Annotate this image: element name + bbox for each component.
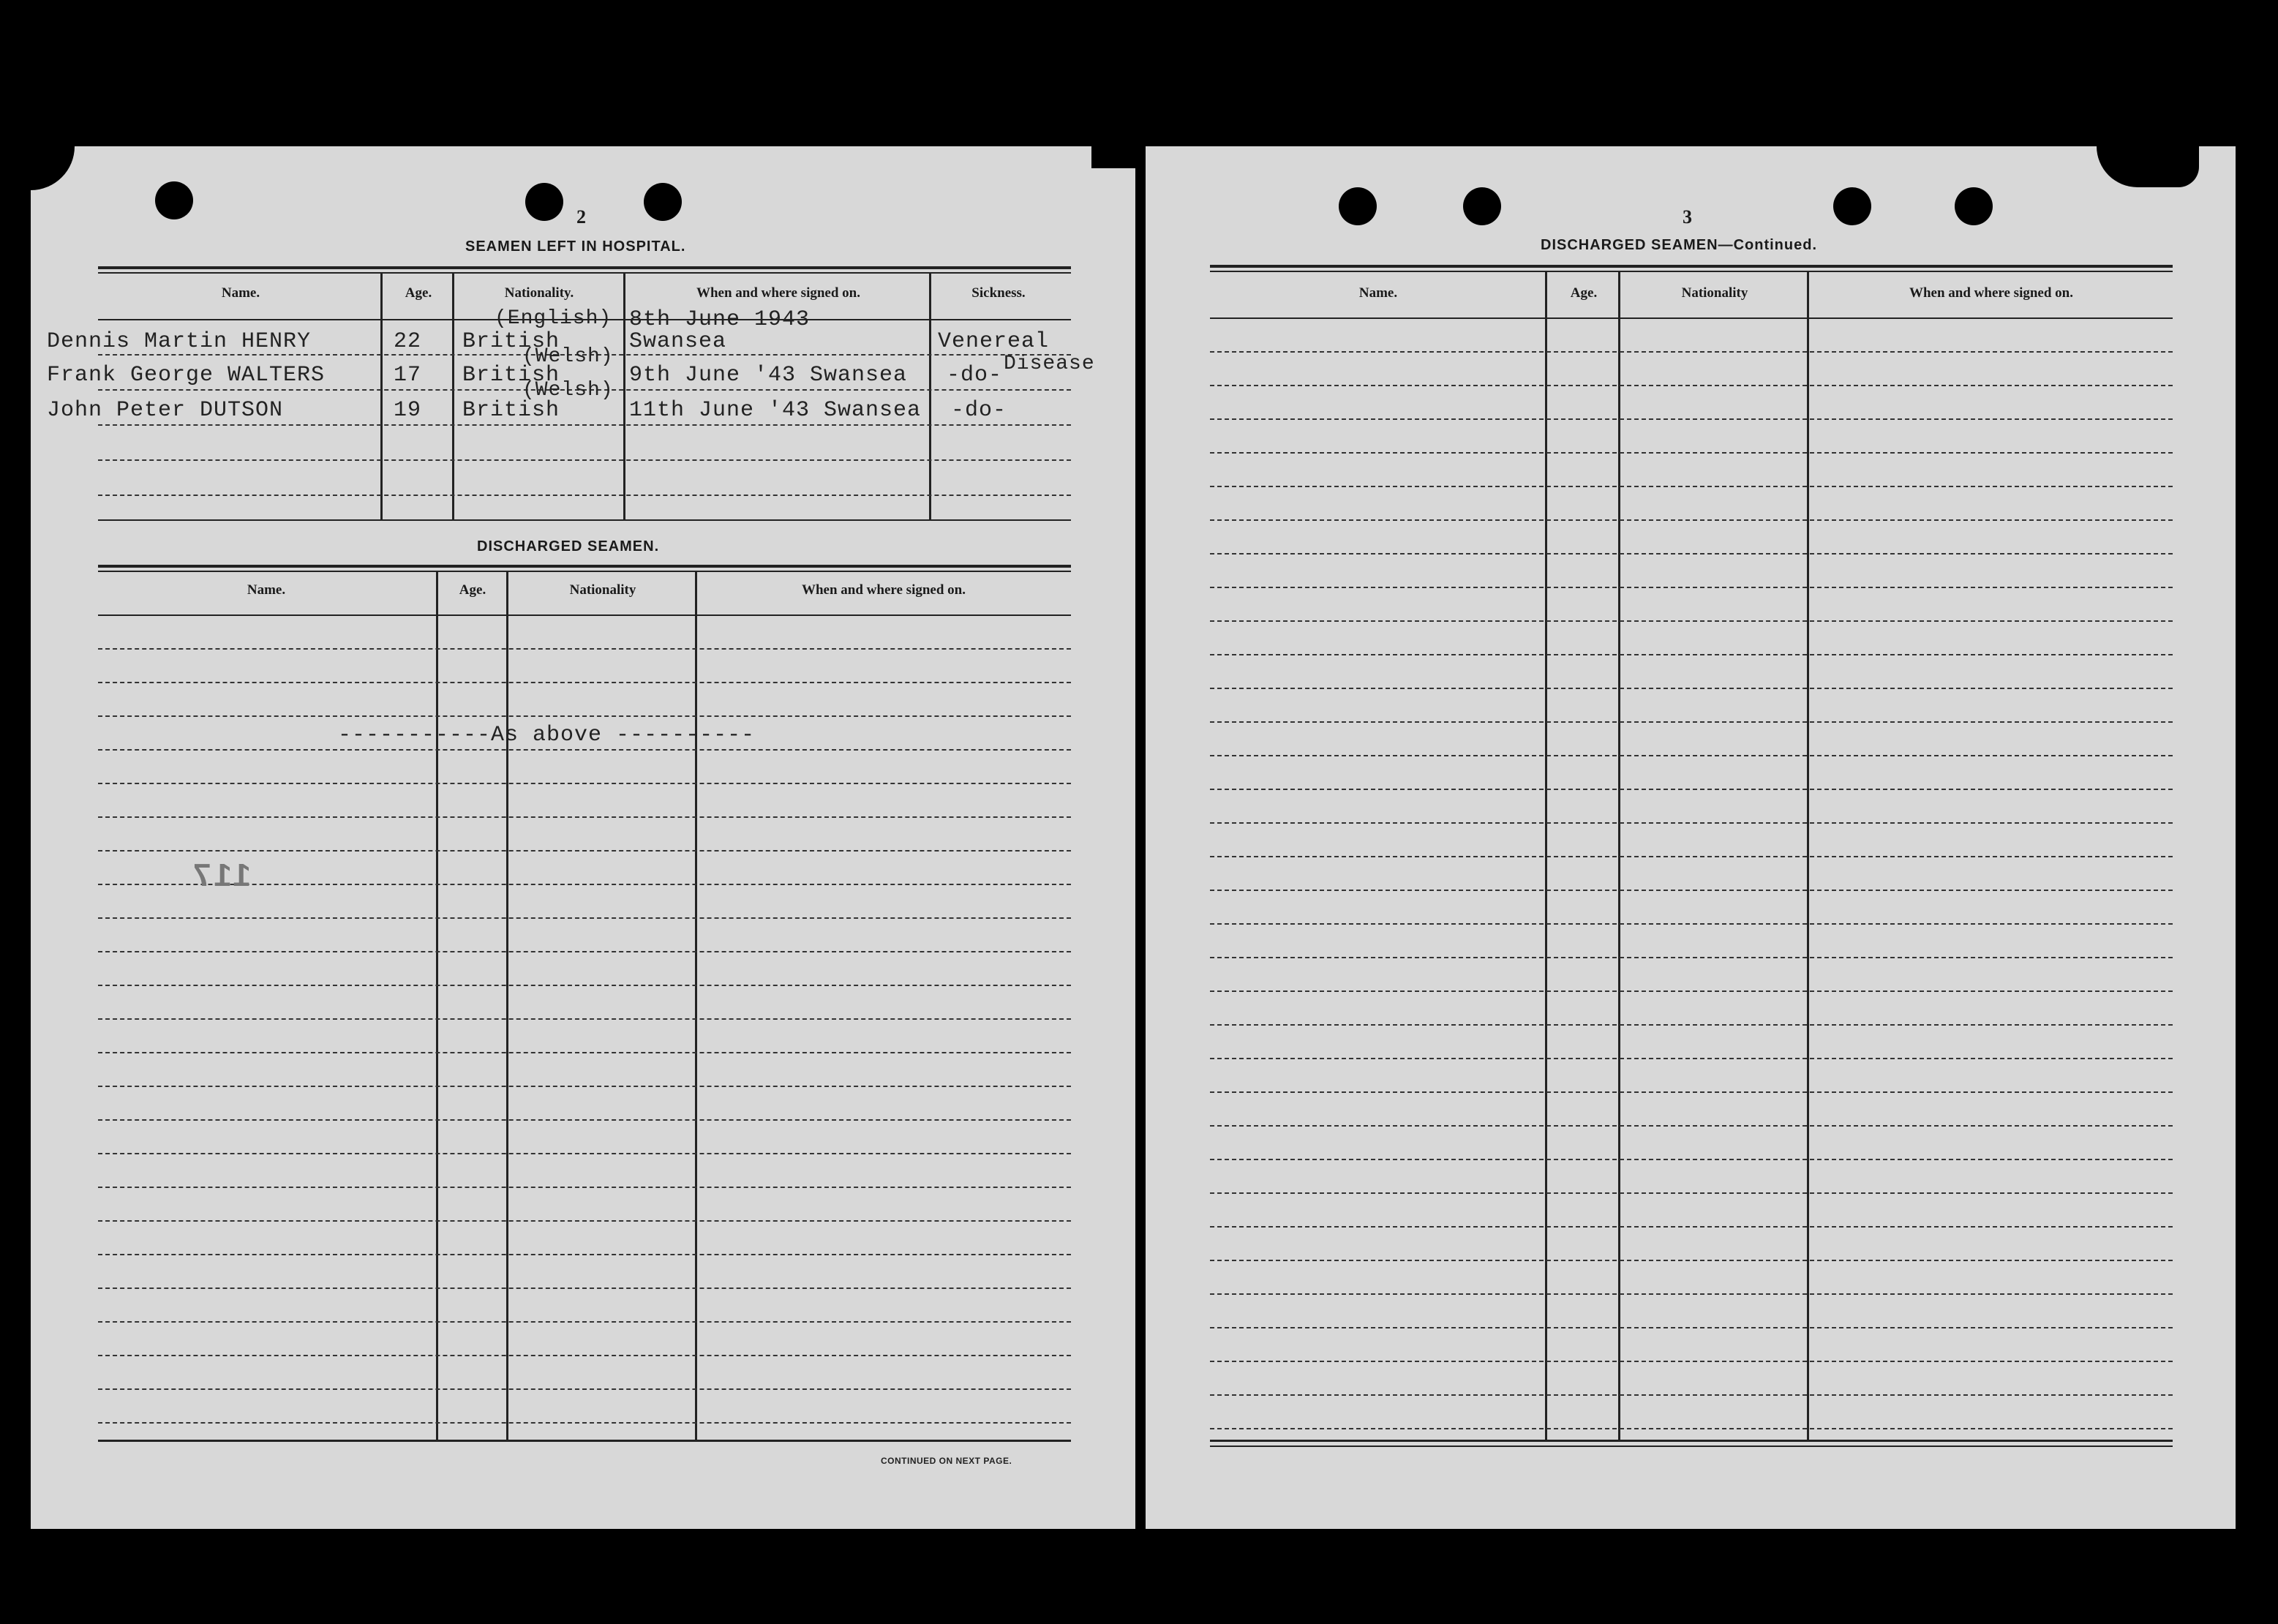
column-header-age: Age. bbox=[1570, 285, 1598, 301]
table-cell-age: 17 bbox=[394, 363, 422, 388]
column-divider bbox=[929, 272, 931, 521]
ruled-line bbox=[98, 985, 1071, 986]
punch-hole bbox=[1463, 187, 1501, 225]
ruled-line bbox=[1210, 755, 2173, 756]
ruled-line bbox=[98, 1086, 1071, 1087]
header-underline bbox=[1210, 317, 2173, 319]
ruled-line bbox=[98, 816, 1071, 818]
ruled-line bbox=[1210, 486, 2173, 487]
header-underline bbox=[98, 614, 1071, 616]
ruled-line bbox=[1210, 620, 2173, 622]
ruled-line bbox=[1210, 721, 2173, 723]
column-divider bbox=[452, 272, 454, 521]
table-top-rule bbox=[1210, 265, 2173, 268]
ruled-line bbox=[1210, 385, 2173, 386]
column-header-signed-on: When and where signed on. bbox=[1909, 285, 2073, 301]
table-cell-sickness: -do- bbox=[951, 398, 1007, 423]
punch-hole bbox=[1955, 187, 1993, 225]
ruled-line bbox=[98, 783, 1071, 784]
ruled-line bbox=[98, 1254, 1071, 1255]
ruled-line bbox=[1210, 1226, 2173, 1228]
ruled-line bbox=[98, 1422, 1071, 1424]
ruled-line bbox=[1210, 1361, 2173, 1362]
column-divider bbox=[436, 571, 438, 1440]
ruled-line bbox=[1210, 923, 2173, 925]
column-header-sickness: Sickness. bbox=[971, 285, 1026, 301]
ruled-line bbox=[1210, 587, 2173, 588]
column-divider bbox=[506, 571, 508, 1440]
table-cell-signed-date: 8th June 1943 bbox=[629, 307, 811, 332]
section-title-continued: DISCHARGED SEAMEN—Continued. bbox=[1541, 237, 1817, 253]
section-title-hospital: SEAMEN LEFT IN HOSPITAL. bbox=[465, 238, 686, 255]
table-cell-signed-on: 9th June '43 Swansea bbox=[629, 363, 908, 388]
ruled-line bbox=[98, 715, 1071, 717]
table-cell-name: John Peter DUTSON bbox=[47, 398, 284, 423]
table-cell-sickness: Venereal bbox=[938, 329, 1050, 354]
table-cell-age: 22 bbox=[394, 329, 422, 354]
punch-hole bbox=[525, 183, 563, 221]
table-bottom-rule bbox=[98, 519, 1071, 521]
ruled-line bbox=[98, 495, 1071, 496]
ruled-line bbox=[1210, 1327, 2173, 1328]
ruled-line bbox=[1210, 1091, 2173, 1093]
ruled-line bbox=[1210, 957, 2173, 958]
table-cell-nationality-note: (Welsh) bbox=[522, 379, 614, 402]
ruled-line bbox=[98, 951, 1071, 952]
table-cell-nationality: British bbox=[462, 398, 560, 423]
column-header-age: Age. bbox=[459, 582, 486, 598]
punch-hole bbox=[155, 181, 193, 219]
ruled-line bbox=[98, 917, 1071, 919]
torn-corner bbox=[31, 146, 75, 190]
column-header-name: Name. bbox=[247, 582, 286, 598]
ruled-line bbox=[98, 1018, 1071, 1020]
table-cell-name: Dennis Martin HENRY bbox=[47, 329, 312, 354]
ruled-line bbox=[98, 459, 1071, 461]
ruled-line bbox=[1210, 553, 2173, 555]
ruled-line bbox=[1210, 1024, 2173, 1026]
page-number: 2 bbox=[576, 206, 586, 228]
table-cell-signed-place: Swansea bbox=[629, 329, 727, 354]
punch-hole bbox=[1339, 187, 1377, 225]
table-bottom-rule bbox=[1210, 1446, 2173, 1447]
column-header-name: Name. bbox=[221, 285, 260, 301]
column-divider bbox=[695, 571, 697, 1440]
ruled-line bbox=[1210, 822, 2173, 824]
table-top-rule bbox=[98, 565, 1071, 568]
ruled-line bbox=[1210, 1159, 2173, 1160]
left-page bbox=[31, 146, 1135, 1529]
ruled-line bbox=[1210, 1394, 2173, 1396]
ruled-line bbox=[98, 1119, 1071, 1121]
table-top-rule bbox=[1210, 271, 2173, 272]
ruled-line bbox=[98, 1321, 1071, 1323]
ruled-line bbox=[1210, 418, 2173, 420]
table-cell-age: 19 bbox=[394, 398, 422, 423]
table-bottom-rule bbox=[1210, 1440, 2173, 1442]
ruled-line bbox=[98, 682, 1071, 683]
continued-footer: CONTINUED ON NEXT PAGE. bbox=[881, 1456, 1012, 1466]
punch-hole bbox=[1833, 187, 1871, 225]
table-cell-name: Frank George WALTERS bbox=[47, 363, 326, 388]
ruled-line bbox=[1210, 890, 2173, 891]
column-header-nationality: Nationality. bbox=[504, 285, 574, 301]
ruled-line bbox=[98, 1388, 1071, 1390]
ruled-line bbox=[98, 1355, 1071, 1356]
faded-stamp: 117 bbox=[190, 857, 251, 893]
ruled-line bbox=[98, 648, 1071, 650]
column-header-nationality: Nationality bbox=[569, 582, 636, 598]
page-number: 3 bbox=[1683, 206, 1692, 228]
ruled-line bbox=[1210, 1260, 2173, 1261]
column-divider bbox=[380, 272, 383, 521]
ruled-line bbox=[98, 749, 1071, 751]
ruled-line bbox=[98, 1220, 1071, 1222]
table-cell-sickness-extra: Disease bbox=[1004, 353, 1095, 375]
torn-edge bbox=[2097, 146, 2199, 187]
table-top-rule bbox=[98, 272, 1071, 274]
table-cell-nationality-note: (Welsh) bbox=[522, 345, 614, 368]
right-page bbox=[1146, 146, 2236, 1529]
column-header-nationality: Nationality bbox=[1681, 285, 1748, 301]
ruled-line bbox=[1210, 789, 2173, 790]
ruled-line bbox=[98, 850, 1071, 852]
ruled-line bbox=[1210, 351, 2173, 353]
table-cell-nationality: British bbox=[462, 363, 560, 388]
table-cell-sickness: -do- bbox=[947, 363, 1003, 388]
table-cell-signed-on: 11th June '43 Swansea bbox=[629, 398, 922, 423]
as-above-note: -----------As above ---------- bbox=[338, 723, 756, 748]
ruled-line bbox=[98, 424, 1071, 426]
ruled-line bbox=[98, 1187, 1071, 1188]
column-header-name: Name. bbox=[1358, 285, 1398, 301]
table-bottom-rule bbox=[98, 1440, 1071, 1442]
ruled-line bbox=[98, 1153, 1071, 1154]
column-header-signed-on: When and where signed on. bbox=[801, 582, 966, 598]
column-header-signed-on: When and where signed on. bbox=[696, 285, 860, 301]
ruled-line bbox=[1210, 519, 2173, 521]
ruled-line bbox=[1210, 654, 2173, 655]
ruled-line bbox=[1210, 1125, 2173, 1127]
table-top-rule bbox=[98, 266, 1071, 269]
ruled-line bbox=[1210, 1428, 2173, 1429]
punch-hole bbox=[644, 183, 682, 221]
table-top-rule bbox=[98, 571, 1071, 572]
ruled-line bbox=[1210, 990, 2173, 992]
column-divider bbox=[623, 272, 625, 521]
column-header-age: Age. bbox=[405, 285, 432, 301]
ruled-line bbox=[1210, 1293, 2173, 1295]
ruled-line bbox=[1210, 1192, 2173, 1194]
ruled-line bbox=[1210, 452, 2173, 454]
ruled-line bbox=[98, 1052, 1071, 1053]
ruled-line bbox=[1210, 688, 2173, 689]
table-cell-nationality-note: (English) bbox=[495, 307, 612, 330]
ruled-line bbox=[1210, 856, 2173, 857]
ruled-line bbox=[1210, 1058, 2173, 1059]
ruled-line bbox=[98, 1287, 1071, 1289]
section-title-discharged: DISCHARGED SEAMEN. bbox=[477, 538, 660, 555]
torn-edge bbox=[1091, 146, 1135, 168]
table-cell-nationality: British bbox=[462, 329, 560, 354]
